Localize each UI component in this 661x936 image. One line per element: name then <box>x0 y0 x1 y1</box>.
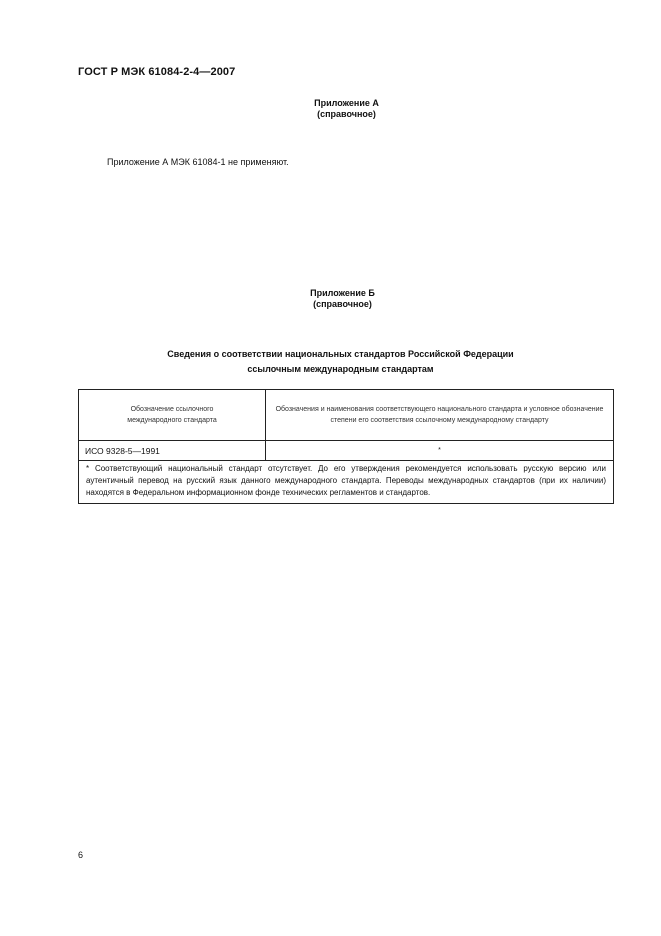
document-header: ГОСТ Р МЭК 61084-2-4—2007 <box>78 66 236 78</box>
annex-a-text: Приложение А МЭК 61084-1 не применяют. <box>107 157 289 167</box>
annex-a-heading <box>16 98 661 120</box>
table-title-line-2: ссылочным международным стандартам <box>247 364 434 374</box>
column-header-national-text: Обозначения и наименования соответствующего национального стандарта и условное обозначение степени его соответствия ссылочному международному стандарту <box>275 406 604 424</box>
reference-standards-table <box>78 389 614 504</box>
annex-a-subtitle: (справочное) <box>317 109 376 119</box>
annex-a-title: Приложение А <box>314 98 379 108</box>
column-header-international-text: Обозначение ссылочного международного стандарта <box>127 406 217 424</box>
annex-b-title: Приложение Б <box>310 288 375 298</box>
table-footnote: * Соответствующий национальный стандарт отсутствует. До его утверждения рекомендуется использовать русскую версию или аутентичный перевод на русский язык данного международного стандарта. Переводы международных стандартов (при их наличии) находятся в Федеральном информационном фонде технических регламентов и стандартов. <box>79 461 614 504</box>
column-header-national <box>266 390 614 441</box>
table-footnote-row <box>79 461 614 504</box>
annex-b-heading <box>12 288 661 310</box>
table-row <box>79 441 614 461</box>
page-number: 6 <box>78 850 84 860</box>
international-standard-cell: ИСО 9328-5—1991 <box>79 441 266 461</box>
table-header-row <box>79 390 614 441</box>
column-header-international <box>79 390 266 441</box>
national-standard-cell: * <box>266 441 614 461</box>
annex-b-subtitle: (справочное) <box>313 299 372 309</box>
table-title <box>10 347 661 377</box>
table-title-line-1: Сведения о соответствии национальных стандартов Российской Федерации <box>167 349 514 359</box>
